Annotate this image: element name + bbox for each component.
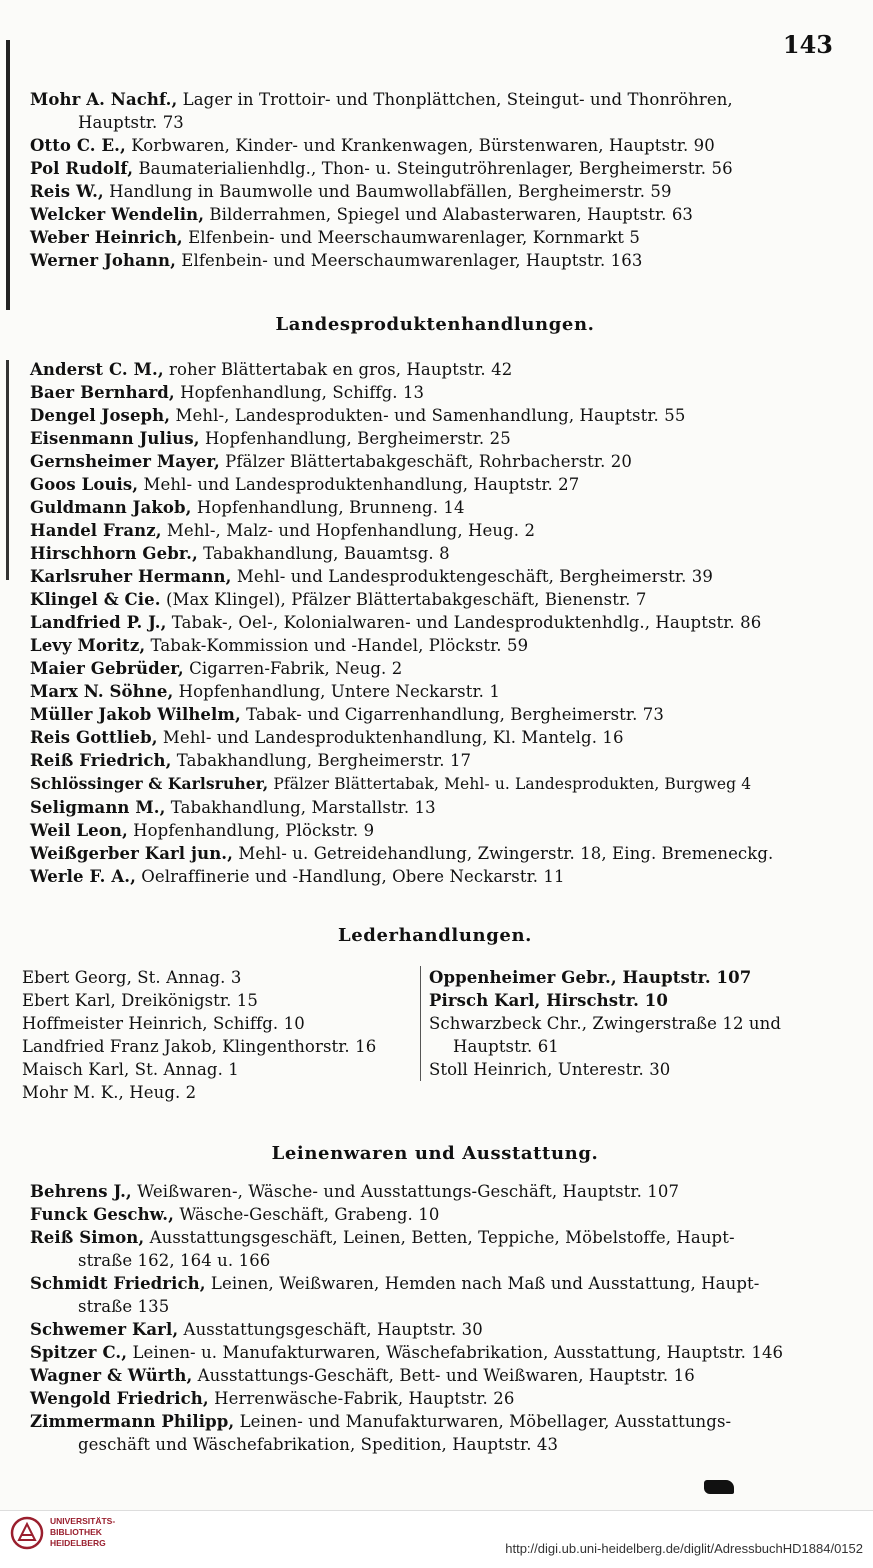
- list-item: Maisch Karl, St. Annag. 1: [22, 1060, 239, 1079]
- list-item: Reis Gottlieb, Mehl- und Landesproduktenhandlung, Kl. Mantelg. 16: [30, 728, 624, 747]
- list-item: Klingel & Cie. (Max Klingel), Pfälzer Blättertabakgeschäft, Bienenstr. 7: [30, 590, 647, 609]
- page-number: 143: [782, 30, 833, 59]
- list-item: Weil Leon, Hopfenhandlung, Plöckstr. 9: [30, 821, 375, 840]
- list-item: Welcker Wendelin, Bilderrahmen, Spiegel und Alabasterwaren, Hauptstr. 63: [30, 205, 694, 224]
- list-item: Schwarzbeck Chr., Zwingerstraße 12 und Hauptstr. 61: [429, 1014, 781, 1056]
- list-item: Zimmermann Philipp, Leinen- und Manufakturwaren, Möbellager, Ausstattungs- geschäft und Wäschefabrikation, Spedition, Hauptstr. 43: [30, 1412, 732, 1454]
- list-item: Guldmann Jakob, Hopfenhandlung, Brunneng. 14: [30, 498, 465, 517]
- list-item: Schmidt Friedrich, Leinen, Weißwaren, Hemden nach Maß und Ausstattung, Haupt- straße 135: [30, 1274, 760, 1316]
- list-item: Pirsch Karl, Hirschstr. 10: [429, 991, 668, 1010]
- list-item: Karlsruher Hermann, Mehl- und Landesproduktengeschäft, Bergheimerstr. 39: [30, 567, 713, 586]
- list-item: Goos Louis, Mehl- und Landesproduktenhandlung, Hauptstr. 27: [30, 475, 580, 494]
- list-item: Reiß Simon, Ausstattungsgeschäft, Leinen, Betten, Teppiche, Möbelstoffe, Haupt- straße 162, 164 u. 166: [30, 1228, 735, 1270]
- section-heading-leinen: Leinenwaren und Ausstattung.: [271, 1143, 599, 1164]
- list-item: Schwemer Karl, Ausstattungsgeschäft, Hauptstr. 30: [30, 1320, 483, 1339]
- section-heading-leder: Lederhandlungen.: [337, 925, 533, 946]
- list-item: Landfried Franz Jakob, Klingenthorstr. 16: [22, 1037, 377, 1056]
- list-item: Stoll Heinrich, Unterestr. 30: [429, 1060, 671, 1079]
- list-item: Handel Franz, Mehl-, Malz- und Hopfenhandlung, Heug. 2: [30, 521, 536, 540]
- list-item: Gernsheimer Mayer, Pfälzer Blättertabakgeschäft, Rohrbacherstr. 20: [30, 452, 632, 471]
- university-seal-icon: [10, 1516, 44, 1550]
- binding-edge: [6, 40, 10, 310]
- list-item: Wengold Friedrich, Herrenwäsche-Fabrik, Hauptstr. 26: [30, 1389, 515, 1408]
- list-item: Maier Gebrüder, Cigarren-Fabrik, Neug. 2: [30, 659, 403, 678]
- list-item: Werner Johann, Elfenbein- und Meerschaumwarenlager, Hauptstr. 163: [30, 251, 643, 270]
- list-item: Behrens J., Weißwaren-, Wäsche- und Ausstattungs-Geschäft, Hauptstr. 107: [30, 1182, 680, 1201]
- list-item: Mohr M. K., Heug. 2: [22, 1083, 197, 1102]
- list-item: Hirschhorn Gebr., Tabakhandlung, Bauamtsg. 8: [30, 544, 450, 563]
- section-leinen: [30, 1180, 840, 1456]
- list-item: Reis W., Handlung in Baumwolle und Baumwollabfällen, Bergheimerstr. 59: [30, 182, 672, 201]
- library-logo-text: [50, 1516, 115, 1549]
- section-heading-landesprodukten: Landesproduktenhandlungen.: [275, 314, 595, 335]
- list-item: Werle F. A., Oelraffinerie und -Handlung, Obere Neckarstr. 11: [30, 867, 565, 886]
- list-item: Seligmann M., Tabakhandlung, Marstallstr. 13: [30, 798, 436, 817]
- leder-left-column: [22, 966, 414, 1104]
- list-item: Weißgerber Karl jun., Mehl- u. Getreidehandlung, Zwingerstr. 18, Eing. Bremeneckg.: [30, 844, 774, 863]
- list-item: Otto C. E., Korbwaren, Kinder- und Krankenwagen, Bürstenwaren, Hauptstr. 90: [30, 136, 715, 155]
- list-item: Funck Geschw., Wäsche-Geschäft, Grabeng. 10: [30, 1205, 440, 1224]
- list-item: Ebert Karl, Dreikönigstr. 15: [22, 991, 258, 1010]
- binding-edge-lower: [6, 360, 9, 580]
- list-item: Schlössinger & Karlsruher, Pfälzer Blättertabak, Mehl- u. Landesprodukten, Burgweg 4: [30, 774, 752, 793]
- list-item: Ebert Georg, St. Annag. 3: [22, 968, 242, 987]
- list-item: Pol Rudolf, Baumaterialienhdlg., Thon- u. Steingutröhrenlager, Bergheimerstr. 56: [30, 159, 733, 178]
- list-item: Anderst C. M., roher Blättertabak en gros, Hauptstr. 42: [30, 360, 513, 379]
- list-item: Reiß Friedrich, Tabakhandlung, Bergheimerstr. 17: [30, 751, 472, 770]
- logo-line: HEIDELBERG: [50, 1538, 106, 1548]
- footer-bar: [0, 1510, 873, 1568]
- logo-line: BIBLIOTHEK: [50, 1527, 102, 1537]
- leder-columns: [22, 966, 842, 1106]
- section-misc-entries: [30, 88, 840, 272]
- list-item: Weber Heinrich, Elfenbein- und Meerschaumwarenlager, Kornmarkt 5: [30, 228, 640, 247]
- list-item: Wagner & Würth, Ausstattungs-Geschäft, Bett- und Weißwaren, Hauptstr. 16: [30, 1366, 695, 1385]
- list-item: Levy Moritz, Tabak-Kommission und -Handel, Plöckstr. 59: [30, 636, 529, 655]
- list-item: Hoffmeister Heinrich, Schiffg. 10: [22, 1014, 305, 1033]
- list-item: Baer Bernhard, Hopfenhandlung, Schiffg. 13: [30, 383, 425, 402]
- list-item: Oppenheimer Gebr., Hauptstr. 107: [429, 968, 752, 987]
- source-url-link[interactable]: http://digi.ub.uni-heidelberg.de/diglit/AdressbuchHD1884/0152: [505, 1541, 863, 1556]
- list-item: Mohr A. Nachf., Lager in Trottoir- und Thonplättchen, Steingut- und Thonröhren, Hauptstr. 73: [30, 90, 733, 132]
- list-item: Landfried P. J., Tabak-, Oel-, Kolonialwaren- und Landesproduktenhdlg., Hauptstr. 86: [30, 613, 762, 632]
- list-item: Eisenmann Julius, Hopfenhandlung, Bergheimerstr. 25: [30, 429, 511, 448]
- leder-right-column: [420, 966, 849, 1081]
- section-landesprodukten: [30, 358, 840, 888]
- logo-line: UNIVERSITÄTS-: [50, 1516, 116, 1526]
- list-item: Dengel Joseph, Mehl-, Landesprodukten- und Samenhandlung, Hauptstr. 55: [30, 406, 686, 425]
- list-item: Marx N. Söhne, Hopfenhandlung, Untere Neckarstr. 1: [30, 682, 500, 701]
- list-item: Müller Jakob Wilhelm, Tabak- und Cigarrenhandlung, Bergheimerstr. 73: [30, 705, 664, 724]
- ink-smudge: [704, 1480, 734, 1494]
- list-item: Spitzer C., Leinen- u. Manufakturwaren, Wäschefabrikation, Ausstattung, Hauptstr. 146: [30, 1343, 784, 1362]
